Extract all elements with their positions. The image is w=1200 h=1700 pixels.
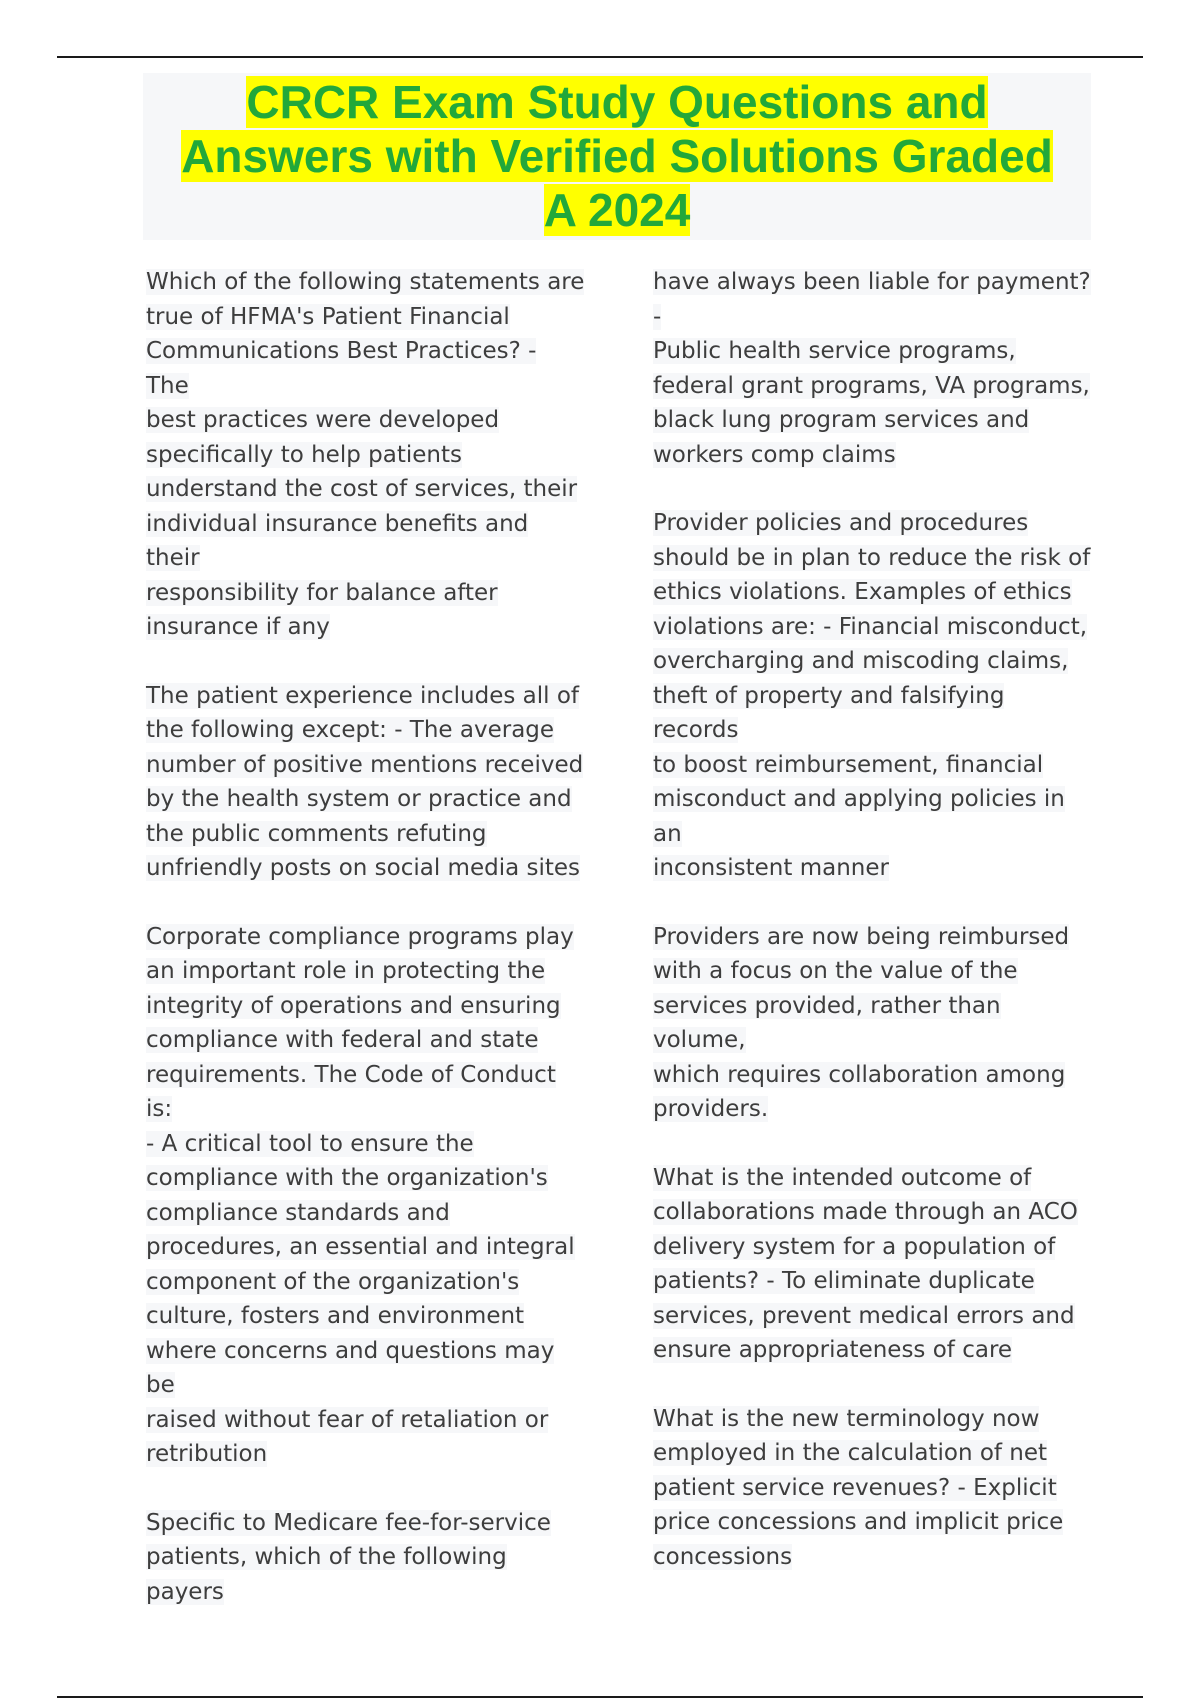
qa-paragraph: Which of the following statements are true of HFMA's Patient Financial Communications Best Practices? - The best practices were developed specifically to help patients understand the cost of services, their individual insurance benefits and their responsibility for balance after insurance if any xyxy=(146,269,585,640)
right-column xyxy=(653,265,1093,1608)
qa-paragraph: Corporate compliance programs play an important role in protecting the integrity of operations and ensuring compliance with federal and state requirements. The Code of Conduct is: - A critical tool to ensure the compliance with the organization's compliance standards and procedures, an essential and integral component of the organization's culture, fosters and environment where concerns and questions may be raised without fear of retaliation or retribution xyxy=(146,923,575,1467)
qa-paragraph: What is the intended outcome of collaborations made through an ACO delivery system for a population of patients? - To eliminate duplicate services, prevent medical errors and ensure appropriateness of care xyxy=(653,1164,1078,1363)
title-text: CRCR Exam Study Questions and Answers with Verified Solutions Graded A 2024 xyxy=(181,76,1053,236)
bottom-rule xyxy=(57,1696,1143,1698)
qa-paragraph: Specific to Medicare fee-for-service patients, which of the following payers xyxy=(146,1509,551,1605)
qa-paragraph: What is the new terminology now employed in the calculation of net patient service revenues? - Explicit price concessions and implicit price concessions xyxy=(653,1405,1064,1570)
document-title xyxy=(143,73,1091,240)
qa-paragraph: Provider policies and procedures should be in plan to reduce the risk of ethics violations. Examples of ethics violations are: - Financial misconduct, overcharging and miscoding claims, theft of property and falsifying records to boost reimbursement, financial misconduct and applying policies in an inconsistent manner xyxy=(653,510,1091,881)
left-column xyxy=(146,265,586,1643)
top-rule xyxy=(57,56,1143,58)
qa-paragraph: have always been liable for payment? - Public health service programs, federal grant programs, VA programs, black lung program services and workers comp claims xyxy=(653,269,1091,468)
qa-paragraph: The patient experience includes all of the following except: - The average number of positive mentions received by the health system or practice and the public comments refuting unfriendly posts on social media sites xyxy=(146,682,584,881)
qa-paragraph: Providers are now being reimbursed with a focus on the value of the services provided, rather than volume, which requires collaboration among providers. xyxy=(653,923,1070,1122)
